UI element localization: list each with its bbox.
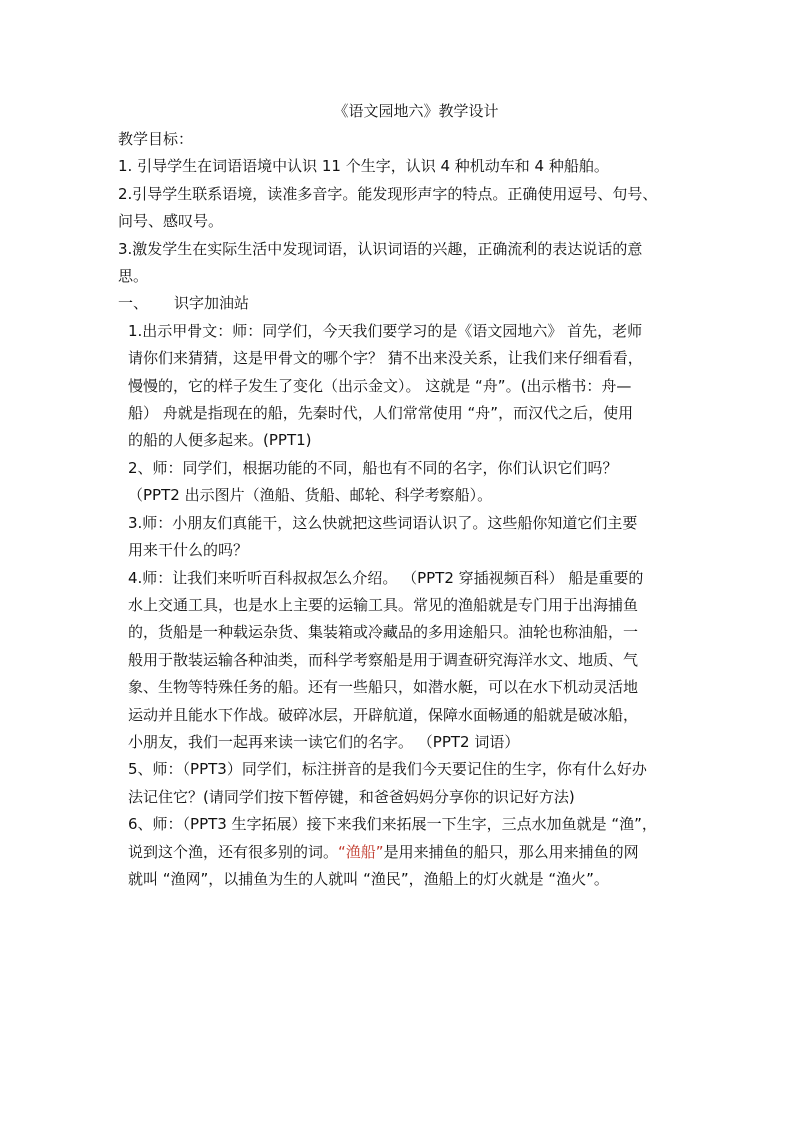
- step-line: 运动并且能水下作战。破碎冰层，开辟航道，保障水面畅通的船就是破冰船，: [128, 705, 639, 724]
- objective-item: [118, 153, 684, 180]
- step-line: 船） 舟就是指现在的船，先秦时代，人们常常使用 “舟”，而汉代之后，使用: [128, 404, 634, 423]
- step-line: 慢慢的，它的样子发生了变化（出示金文）。 这就是 “舟”。(出示楷书：舟—: [128, 376, 632, 395]
- objectives-heading: 教学目标：: [118, 130, 194, 148]
- steps-list: [118, 318, 684, 894]
- objective-line: 思。: [118, 267, 149, 286]
- step-paragraph: [128, 756, 684, 811]
- step-text: 是用来捕鱼的船只，那么用来捕鱼的网: [383, 842, 639, 861]
- highlighted-word: “渔船”: [338, 842, 384, 861]
- step-line: 请你们来猜猜，这是甲骨文的哪个字？ 猜不出来没关系，让我们来仔细看看，: [128, 349, 643, 368]
- objectives-list: [118, 153, 684, 290]
- step-paragraph: [128, 510, 684, 565]
- document-title: 《语文园地六》教学设计: [333, 102, 499, 120]
- section-title: 识字加油站: [174, 294, 250, 313]
- step-line: 象、生物等特殊任务的船。还有一些船只，如潜水艇，可以在水下机动灵活地: [128, 678, 639, 697]
- step-line: 3.师：小朋友们真能干，这么快就把这些词语认识了。这些船你知道它们主要: [128, 513, 638, 532]
- step-paragraph: [128, 565, 684, 757]
- objective-item: [118, 181, 684, 236]
- section-number: 一、: [118, 294, 149, 313]
- step-line: 6、师：（PPT3 生字拓展）接下来我们来拓展一下生字，三点水加鱼就是 “渔”，: [128, 815, 657, 834]
- step-line: 般用于散装运输各种油类，而科学考察船是用于调查研究海洋水文、地质、气: [128, 650, 639, 669]
- step-line: 5、师：（PPT3）同学们，标注拼音的是我们今天要记住的生字，你有什么好办: [128, 760, 647, 779]
- step-line: （PPT2 出示图片（渔船、货船、邮轮、科学考察船）。: [128, 486, 493, 505]
- step-line: 1.出示甲骨文：师：同学们，今天我们要学习的是《语文园地六》 首先，老师: [128, 321, 643, 340]
- step-line: [128, 839, 684, 866]
- objective-line: 1. 引导学生在词语语境中认识 11 个生字，认识 4 种机动车和 4 种船舶。: [118, 157, 609, 176]
- step-line: 水上交通工具，也是水上主要的运输工具。常见的渔船就是专门用于出海捕鱼: [128, 595, 639, 614]
- step-line: 的，货船是一种载运杂货、集装箱或冷藏品的多用途船只。油轮也称油船，一: [128, 623, 639, 642]
- step-line: 小朋友，我们一起再来读一读它们的名字。 （PPT2 词语）: [128, 732, 520, 751]
- step-paragraph: [128, 455, 684, 510]
- objective-line: 问号、感叹号。: [118, 212, 224, 231]
- section-heading: [118, 290, 684, 317]
- objective-item: [118, 236, 684, 291]
- step-paragraph: [128, 811, 684, 893]
- step-line: 的船的人便多起来。(PPT1): [128, 431, 312, 450]
- step-line: 法记住它？(请同学们按下暂停键，和爸爸妈妈分享你的识记好方法): [128, 787, 575, 806]
- step-text: 说到这个渔，还有很多别的词。: [128, 842, 339, 861]
- step-line: 4.师：让我们来听听百科叔叔怎么介绍。 （PPT2 穿插视频百科） 船是重要的: [128, 568, 644, 587]
- step-paragraph: [128, 318, 684, 455]
- objective-line: 2.引导学生联系语境，读准多音字。能发现形声字的特点。正确使用逗号、句号、: [118, 184, 658, 203]
- step-line: 2、师：同学们，根据功能的不同，船也有不同的名字，你们认识它们吗？: [128, 458, 618, 477]
- document-page: [118, 98, 684, 893]
- step-line: 就叫 “渔网”，以捕鱼为生的人就叫 “渔民”，渔船上的灯火就是 “渔火”。: [128, 869, 609, 888]
- objective-line: 3.激发学生在实际生活中发现词语，认识词语的兴趣，正确流利的表达说话的意: [118, 239, 643, 258]
- step-line: 用来干什么的吗？: [128, 541, 249, 560]
